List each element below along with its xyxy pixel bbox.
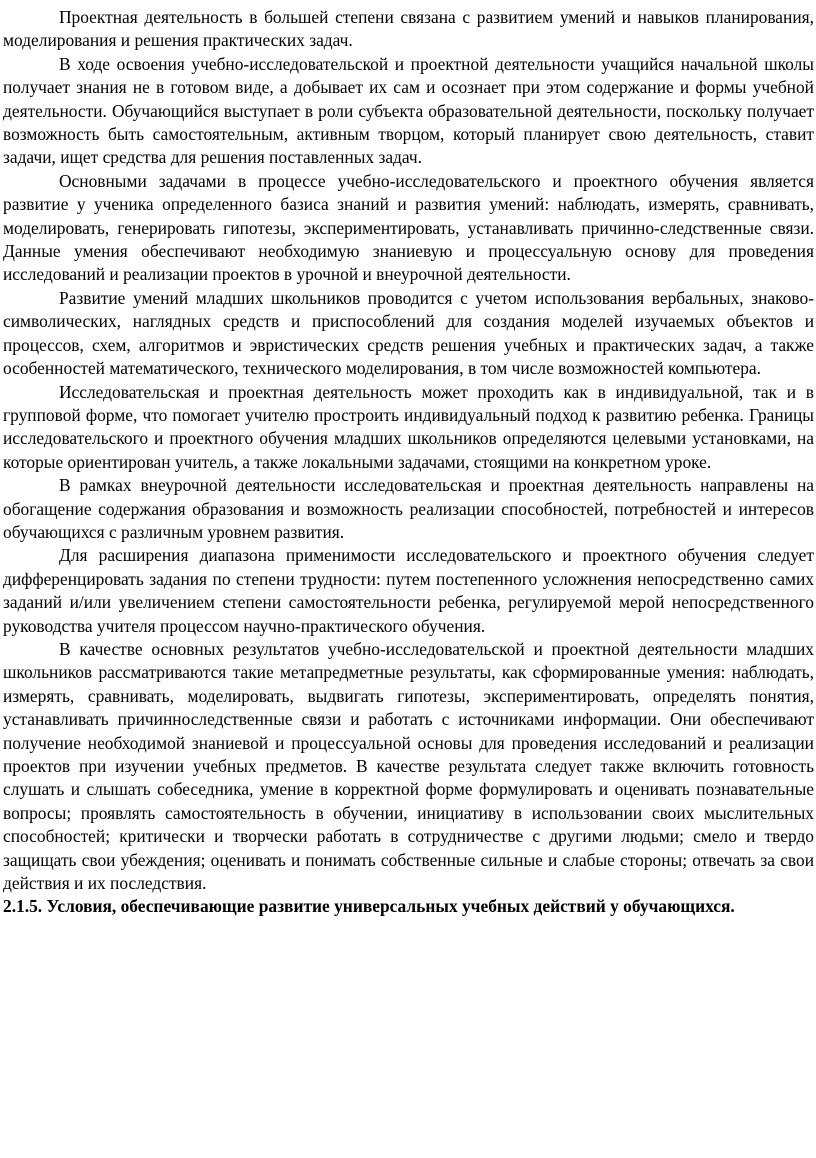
paragraph-differentiation: Для расширения диапазона применимости исследовательского и проектного обучения следует дифференцировать задания по степени трудности: путем постепенного усложнения непосредственно самих заданий и/или увеличением степени самостоятельности ребенка, регулируемой мерой непосредственного руководства учителя процессом научно-практического обучения. [3, 545, 814, 636]
section-heading: 2.1.5. Условия, обеспечивающие развитие универсальных учебных действий у обучающихся. [3, 896, 735, 917]
paragraph-skills-development: Развитие умений младших школьников проводится с учетом использования вербальных, знаково-символических, наглядных средств и приспособлений для создания моделей изучаемых объектов и процессов, схем, алгоритмов и эвристических средств решения учебных и практических задач, а также особенностей математического, технического моделирования, в том числе возможностей компьютера. [3, 287, 814, 379]
paragraph-extracurricular: В рамках внеурочной деятельности исследовательская и проектная деятельность направлены на обогащение содержания образования и возможность реализации способностей, потребностей и интересов обучающихся с различным уровнем развития. [3, 475, 814, 542]
paragraph-results: В качестве основных результатов учебно-исследовательской и проектной деятельности младших школьников рассматриваются такие метапредметные результаты, как сформированные умения: наблюдать, измерять, сравнивать, моделировать, выдвигать гипотезы, экспериментировать, определять понятия, устанавливать причинноследственные связи и работать с источниками информации. Они обеспечивают получение необходимой знаниевой и процессуальной основы для проведения исследований и реализации проектов при изучении учебных предметов. В качестве результата следует также включить готовность слушать и слышать собеседника, умение в корректной форме формулировать и оценивать познавательные вопросы; проявлять самостоятельность в обучении, инициативу в использовании своих мыслительных способностей; критически и творчески работать в сотрудничестве с другими людьми; смело и твердо защищать свои убеждения; оценивать и понимать собственные сильные и слабые стороны; отвечать за свои действия и их последствия. [3, 638, 814, 894]
paragraph-activity-forms: Исследовательская и проектная деятельность может проходить как в индивидуальной, так и в групповой форме, что помогает учителю простроить индивидуальный подход к развитию ребенка. Границы исследовательского и проектного обучения младших школьников определяются целевыми установками, на которые ориентирован учитель, а также локальными задачами, стоящими на конкретном уроке. [3, 381, 814, 472]
paragraph-project-activity: Проектная деятельность в большей степени связана с развитием умений и навыков планирования, моделирования и решения практических задач. [3, 7, 814, 51]
paragraph-learning-process: В ходе освоения учебно-исследовательской и проектной деятельности учащийся начальной школы получает знания не в готовом виде, а добывает их сам и осознает при этом содержание и формы учебной деятельности. Обучающийся выступает в роли субъекта образовательной деятельности, поскольку получает возможность быть самостоятельным, активным творцом, который планирует свою деятельность, ставит задачи, ищет средства для решения поставленных задач. [3, 53, 814, 168]
paragraph-main-tasks: Основными задачами в процессе учебно-исследовательского и проектного обучения является развитие у ученика определенного базиса знаний и развития умений: наблюдать, измерять, сравнивать, моделировать, генерировать гипотезы, экспериментировать, устанавливать причинно-следственные связи. Данные умения обеспечивают необходимую знаниевую и процессуальную основу для проведения исследований и реализации проектов в урочной и внеурочной деятельности. [3, 170, 814, 285]
